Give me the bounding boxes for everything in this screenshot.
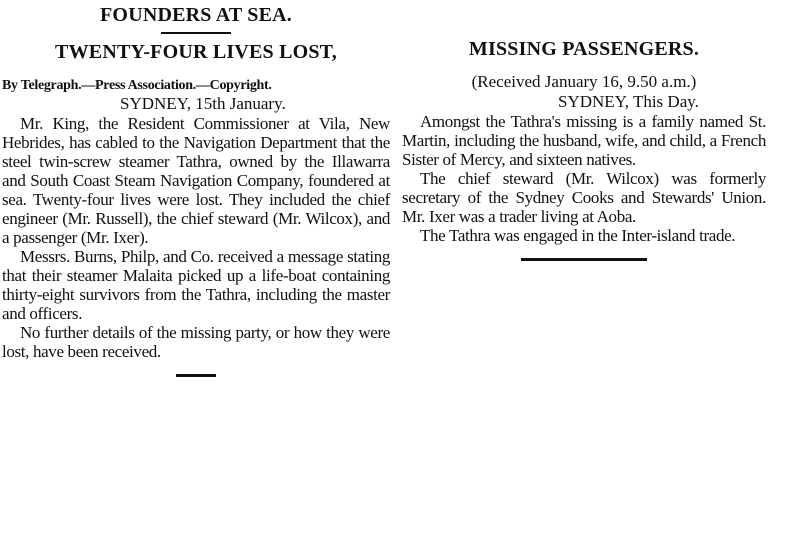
headline-founders-at-sea: FOUNDERS AT SEA.: [100, 4, 292, 26]
headline-twenty-four-lives-lost: TWENTY-FOUR LIVES LOST,: [55, 41, 337, 63]
paragraph: The Tathra was engaged in the Inter-island trade.: [420, 226, 736, 245]
dateline: SYDNEY, 15th January.: [120, 94, 286, 113]
headline-missing-passengers: MISSING PASSENGERS.: [468, 38, 700, 60]
paragraph: Mr. King, the Resident Commissioner at Vila, New Hebrides, has cabled to the Navigation Department that the steel twin-screw steamer Tathra, owned by the Illawarra and South Coast Steam Navigation Company, foundered at sea. Twenty-four lives were lost. They included the chief engineer (Mr. Russell), the chief steward (Mr. Wilcox), and a passenger (Mr. Ixer).: [2, 114, 390, 247]
article-end-rule: [521, 258, 647, 261]
received-line: (Received January 16, 9.50 a.m.): [471, 72, 697, 91]
paragraph: No further details of the missing party, or how they were lost, have been received.: [2, 323, 390, 361]
paragraph: Amongst the Tathra's missing is a family named St. Martin, including the husband, wife, and child, a French Sister of Mercy, and sixteen natives.: [402, 112, 766, 169]
paragraph: The chief steward (Mr. Wilcox) was formerly secretary of the Sydney Cooks and Stewards' Union. Mr. Ixer was a trader living at Aoba.: [402, 169, 766, 226]
dateline: SYDNEY, This Day.: [558, 92, 699, 111]
byline: By Telegraph.—Press Association.—Copyright.: [2, 78, 272, 93]
headline-divider: [161, 32, 231, 34]
article-end-rule: [176, 374, 216, 377]
paragraph: Messrs. Burns, Philp, and Co. received a message stating that their steamer Malaita picked up a life-boat containing thirty-eight survivors from the Tathra, including the master and officers.: [2, 247, 390, 323]
article-founders-at-sea: [2, 0, 390, 377]
article-missing-passengers: [402, 0, 766, 261]
